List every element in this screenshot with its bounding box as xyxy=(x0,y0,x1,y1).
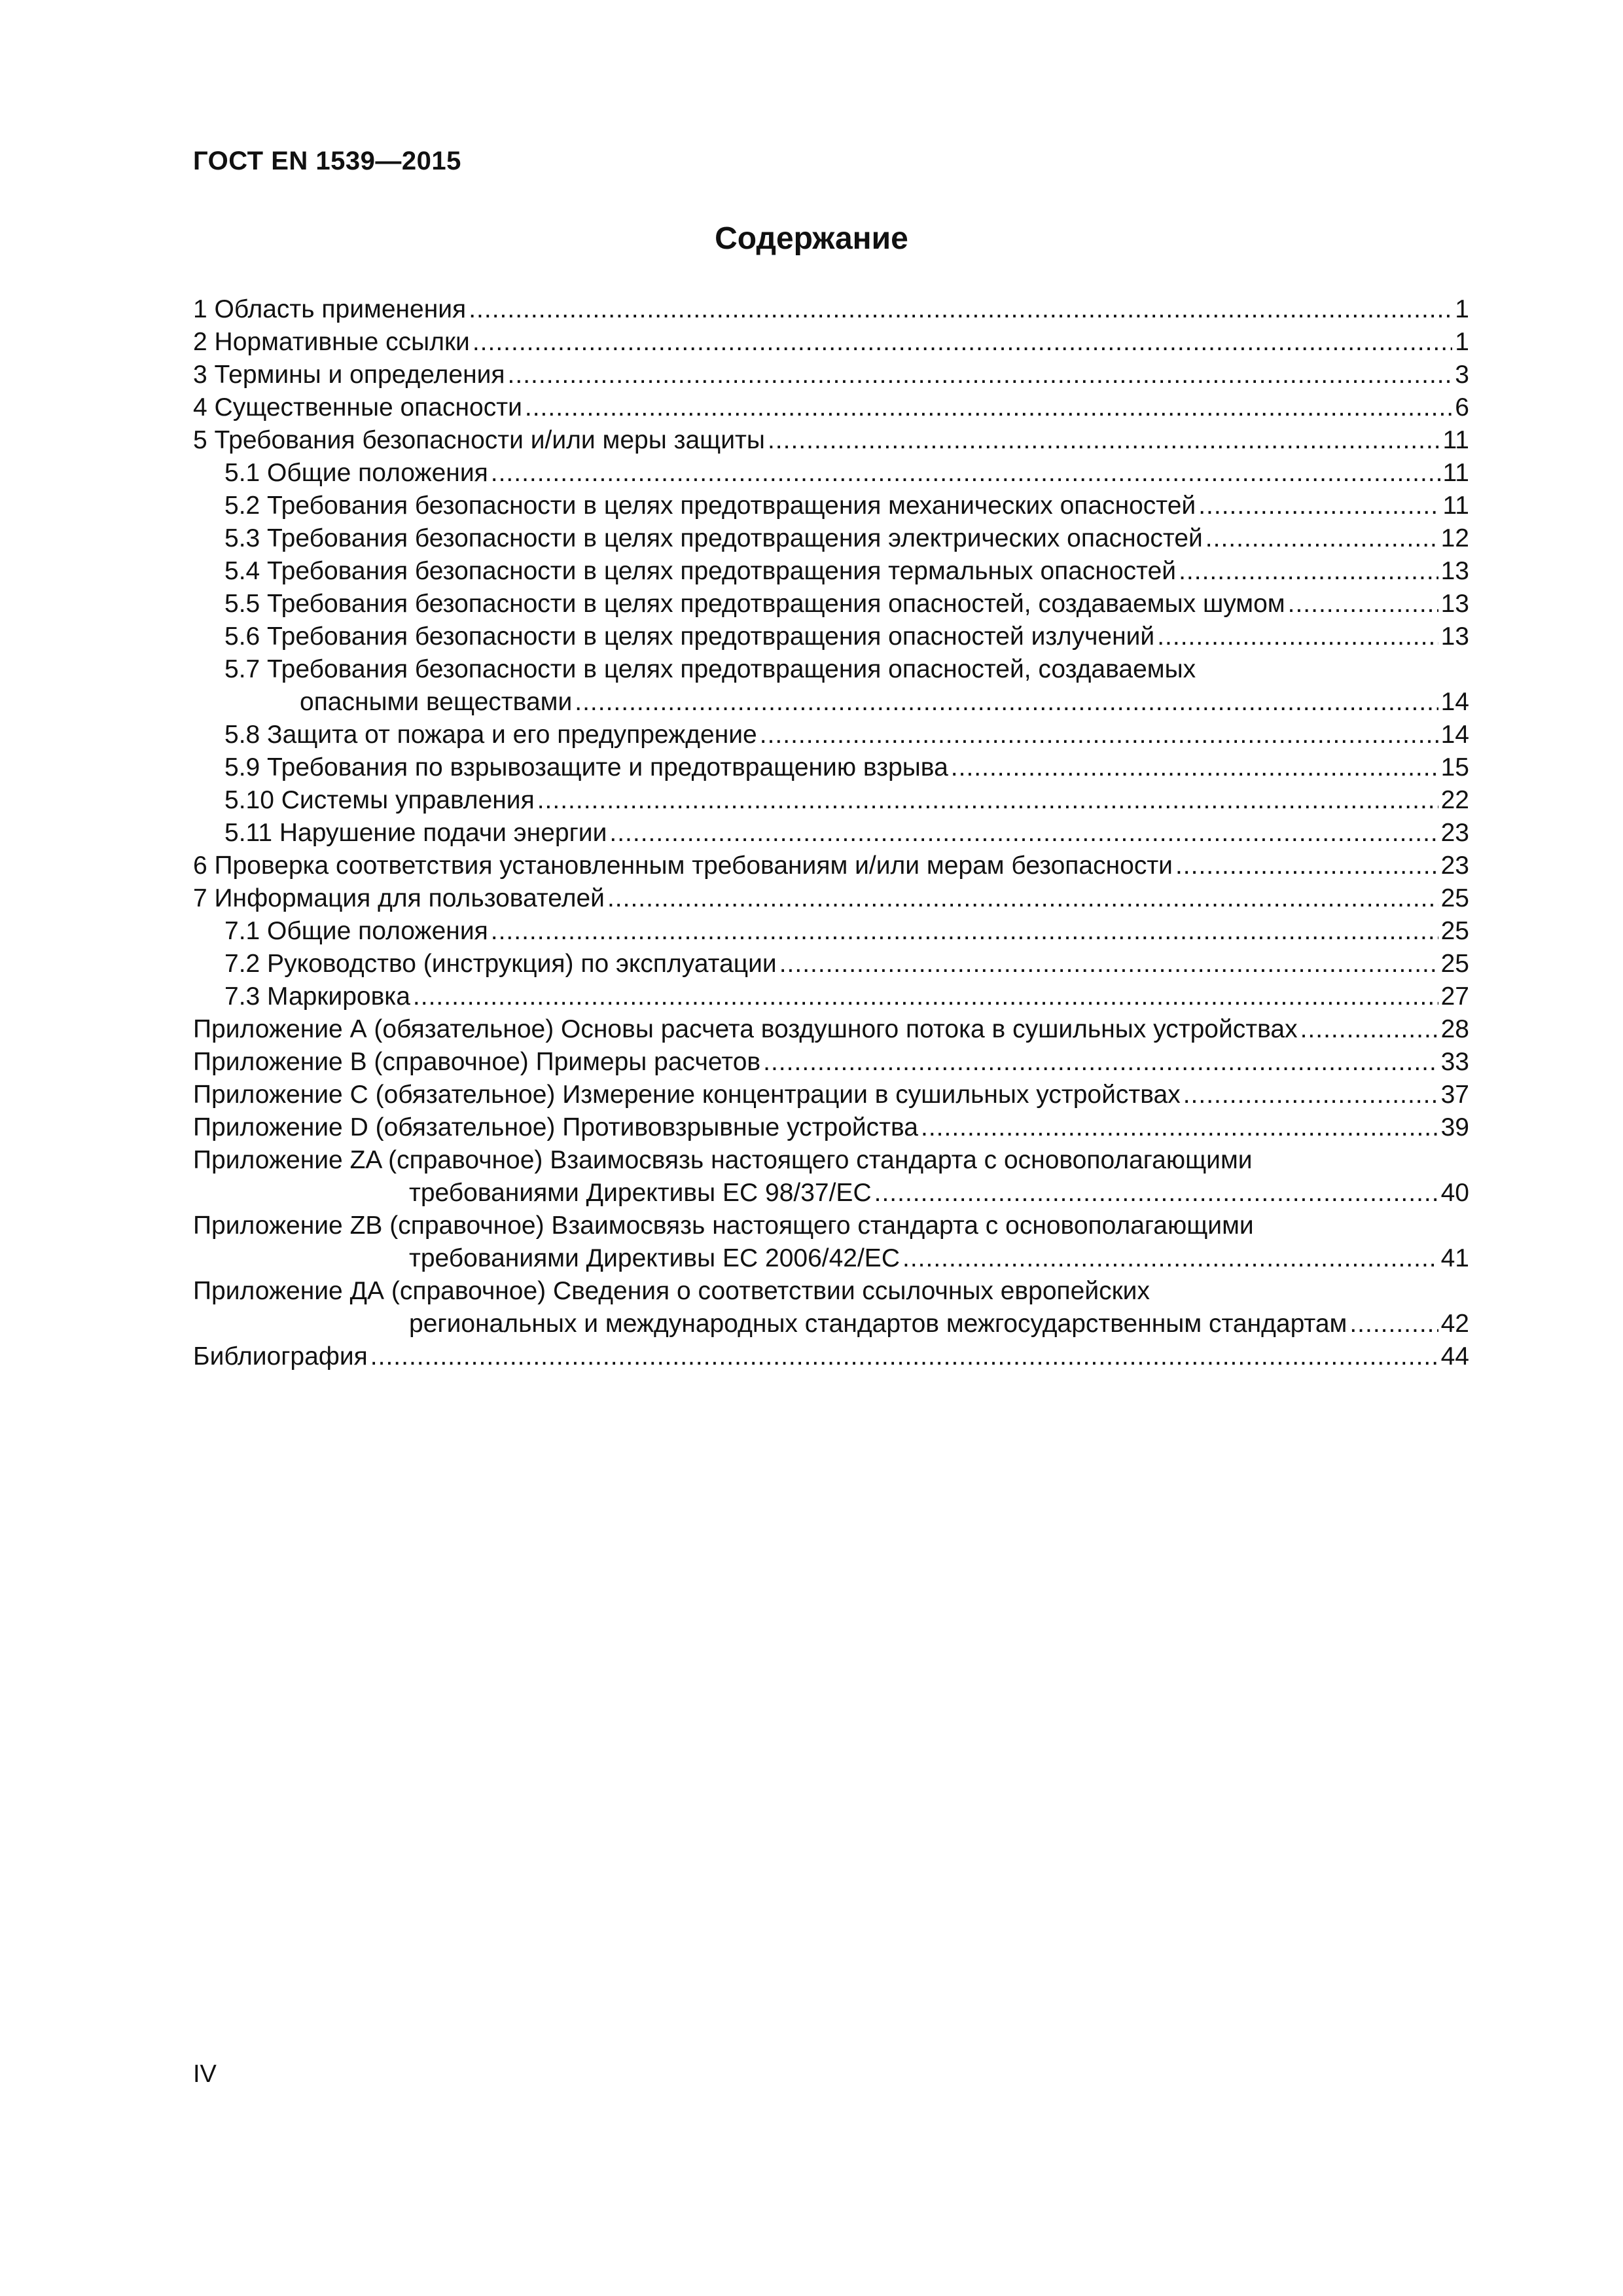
toc-entry-page: 13 xyxy=(1440,590,1469,618)
toc-entry-page: 11 xyxy=(1442,426,1469,454)
toc-entry-page: 40 xyxy=(1440,1179,1469,1207)
toc-entry-text: 5.1 Общие положения xyxy=(224,459,488,487)
dot-leader xyxy=(763,1046,1438,1079)
toc-entry-terms[interactable] xyxy=(193,359,1469,391)
toc-entry-5-1[interactable] xyxy=(193,457,1469,490)
toc-entry-text: 5.7 Требования безопасности в целях предотвращения опасностей, создаваемых xyxy=(224,655,1196,683)
toc-entry-page: 42 xyxy=(1440,1310,1469,1338)
toc-entry-text: 5.8 Защита от пожара и его предупреждение xyxy=(224,721,757,749)
dot-leader xyxy=(1349,1308,1438,1340)
toc-entry-5-10[interactable] xyxy=(193,784,1469,817)
dot-leader xyxy=(537,784,1438,817)
toc-entry-text: 7.3 Маркировка xyxy=(224,982,410,1011)
toc-entry-page: 37 xyxy=(1440,1081,1469,1109)
dot-leader xyxy=(508,359,1453,391)
toc-entry-text: 6 Проверка соответствия установленным требованиям и/или мерам безопасности xyxy=(193,852,1173,880)
toc-entry-text: 5.3 Требования безопасности в целях предотвращения электрических опасностей xyxy=(224,524,1203,552)
dot-leader xyxy=(473,326,1452,359)
toc-entry-text: Приложение D (обязательное) Противовзрывные устройства xyxy=(193,1113,918,1141)
toc-entry-5-8[interactable] xyxy=(193,719,1469,751)
table-of-contents xyxy=(193,293,1469,1373)
toc-entry-text: 5.11 Нарушение подачи энергии xyxy=(224,819,607,847)
toc-entry-normative-references[interactable] xyxy=(193,326,1469,359)
toc-entry-continuation: региональных и международных стандартов межгосударственным стандартам xyxy=(409,1310,1347,1338)
toc-entry-text: 5.6 Требования безопасности в целях предотвращения опасностей излучений xyxy=(224,622,1155,651)
document-designation: ГОСТ EN 1539—2015 xyxy=(193,147,461,175)
toc-entry-verification[interactable] xyxy=(193,850,1469,882)
toc-entry-page: 1 xyxy=(1455,295,1469,323)
toc-entry-page: 23 xyxy=(1440,852,1469,880)
toc-entry-page: 12 xyxy=(1440,524,1469,552)
toc-entry-page: 11 xyxy=(1442,459,1469,487)
dot-leader xyxy=(469,293,1452,326)
toc-entry-page: 13 xyxy=(1440,622,1469,651)
toc-entry-page: 1 xyxy=(1455,328,1469,356)
toc-entry-page: 27 xyxy=(1440,982,1469,1011)
toc-entry-7-1[interactable] xyxy=(193,915,1469,948)
toc-entry-5-9[interactable] xyxy=(193,751,1469,784)
toc-entry-page: 22 xyxy=(1440,786,1469,814)
toc-entry-text: 5.4 Требования безопасности в целях предотвращения термальных опасностей xyxy=(224,557,1177,585)
toc-entry-bibliography[interactable] xyxy=(193,1340,1469,1373)
toc-entry-text: Приложение С (обязательное) Измерение концентрации в сушильных устройствах xyxy=(193,1081,1181,1109)
dot-leader xyxy=(575,686,1438,719)
dot-leader xyxy=(1183,1079,1438,1111)
toc-entry-page: 25 xyxy=(1440,884,1469,912)
toc-entry-text: Приложение В (справочное) Примеры расчетов xyxy=(193,1048,761,1076)
dot-leader xyxy=(413,980,1438,1013)
toc-entry-text: Приложение А (обязательное) Основы расчета воздушного потока в сушильных устройствах xyxy=(193,1015,1298,1043)
toc-entry-continuation: требованиями Директивы ЕС 98/37/ЕС xyxy=(409,1179,872,1207)
dot-leader xyxy=(951,751,1438,784)
toc-entry-page: 39 xyxy=(1440,1113,1469,1141)
toc-entry-5-11[interactable] xyxy=(193,817,1469,850)
toc-entry-annex-c[interactable] xyxy=(193,1079,1469,1111)
toc-entry-5-5[interactable] xyxy=(193,588,1469,620)
dot-leader xyxy=(1288,588,1438,620)
toc-entry-page: 15 xyxy=(1440,753,1469,781)
toc-entry-page: 3 xyxy=(1455,361,1469,389)
dot-leader xyxy=(1205,522,1438,555)
toc-entry-5-7[interactable] xyxy=(193,653,1469,719)
toc-entry-page: 23 xyxy=(1440,819,1469,847)
dot-leader xyxy=(902,1242,1438,1275)
dot-leader xyxy=(779,948,1438,980)
toc-entry-text: 5.10 Системы управления xyxy=(224,786,535,814)
dot-leader xyxy=(921,1111,1438,1144)
page-number: IV xyxy=(193,2060,217,2088)
dot-leader xyxy=(525,391,1452,424)
toc-entry-text: 5.5 Требования безопасности в целях предотвращения опасностей, создаваемых шумом xyxy=(224,590,1285,618)
toc-entry-text: 2 Нормативные ссылки xyxy=(193,328,470,356)
toc-entry-text: 5.9 Требования по взрывозащите и предотвращению взрыва xyxy=(224,753,948,781)
toc-entry-page: 44 xyxy=(1440,1342,1469,1371)
toc-entry-page: 13 xyxy=(1440,557,1469,585)
toc-entry-7-2[interactable] xyxy=(193,948,1469,980)
toc-entry-5-3[interactable] xyxy=(193,522,1469,555)
toc-title: Содержание xyxy=(715,221,908,256)
toc-entry-text: Приложение ДА (справочное) Сведения о соответствии ссылочных европейских xyxy=(193,1277,1150,1305)
toc-entry-page: 33 xyxy=(1440,1048,1469,1076)
toc-entry-text: 5 Требования безопасности и/или меры защиты xyxy=(193,426,765,454)
dot-leader xyxy=(1300,1013,1438,1046)
dot-leader xyxy=(607,882,1438,915)
dot-leader xyxy=(874,1177,1438,1210)
toc-entry-annex-a[interactable] xyxy=(193,1013,1469,1046)
toc-entry-page: 6 xyxy=(1455,393,1469,422)
toc-entry-page: 11 xyxy=(1442,492,1469,520)
toc-entry-annex-zb[interactable] xyxy=(193,1210,1469,1275)
dot-leader xyxy=(370,1340,1438,1373)
toc-entry-continuation: требованиями Директивы ЕС 2006/42/ЕС xyxy=(409,1244,900,1272)
toc-entry-5-6[interactable] xyxy=(193,620,1469,653)
toc-entry-annex-d[interactable] xyxy=(193,1111,1469,1144)
toc-entry-5-4[interactable] xyxy=(193,555,1469,588)
dot-leader xyxy=(491,915,1438,948)
toc-entry-text: Приложение ZA (справочное) Взаимосвязь настоящего стандарта с основополагающими xyxy=(193,1146,1253,1174)
toc-entry-page: 41 xyxy=(1440,1244,1469,1272)
toc-entry-page: 25 xyxy=(1440,950,1469,978)
toc-entry-page: 28 xyxy=(1440,1015,1469,1043)
dot-leader xyxy=(1198,490,1440,522)
toc-entry-continuation: опасными веществами xyxy=(300,688,573,716)
dot-leader xyxy=(1157,620,1438,653)
toc-entry-text: 3 Термины и определения xyxy=(193,361,505,389)
dot-leader xyxy=(760,719,1438,751)
dot-leader xyxy=(1175,850,1438,882)
toc-entry-text: Библиография xyxy=(193,1342,368,1371)
toc-entry-user-information[interactable] xyxy=(193,882,1469,915)
dot-leader xyxy=(609,817,1438,850)
toc-entry-text: Приложение ZB (справочное) Взаимосвязь настоящего стандарта с основополагающими xyxy=(193,1211,1254,1240)
toc-entry-annex-b[interactable] xyxy=(193,1046,1469,1079)
toc-entry-annex-da[interactable] xyxy=(193,1275,1469,1340)
toc-entry-hazards[interactable] xyxy=(193,391,1469,424)
toc-entry-7-3[interactable] xyxy=(193,980,1469,1013)
toc-entry-text: 7 Информация для пользователей xyxy=(193,884,605,912)
toc-entry-page: 14 xyxy=(1440,688,1469,716)
toc-entry-page: 14 xyxy=(1440,721,1469,749)
toc-entry-text: 5.2 Требования безопасности в целях предотвращения механических опасностей xyxy=(224,492,1196,520)
toc-entry-text: 7.1 Общие положения xyxy=(224,917,488,945)
toc-entry-safety-requirements[interactable] xyxy=(193,424,1469,457)
toc-entry-text: 7.2 Руководство (инструкция) по эксплуатации xyxy=(224,950,777,978)
dot-leader xyxy=(1179,555,1438,588)
dot-leader xyxy=(491,457,1440,490)
toc-entry-scope[interactable] xyxy=(193,293,1469,326)
toc-entry-annex-za[interactable] xyxy=(193,1144,1469,1210)
toc-entry-text: 1 Область применения xyxy=(193,295,467,323)
dot-leader xyxy=(768,424,1440,457)
toc-entry-page: 25 xyxy=(1440,917,1469,945)
toc-entry-text: 4 Существенные опасности xyxy=(193,393,522,422)
toc-entry-5-2[interactable] xyxy=(193,490,1469,522)
